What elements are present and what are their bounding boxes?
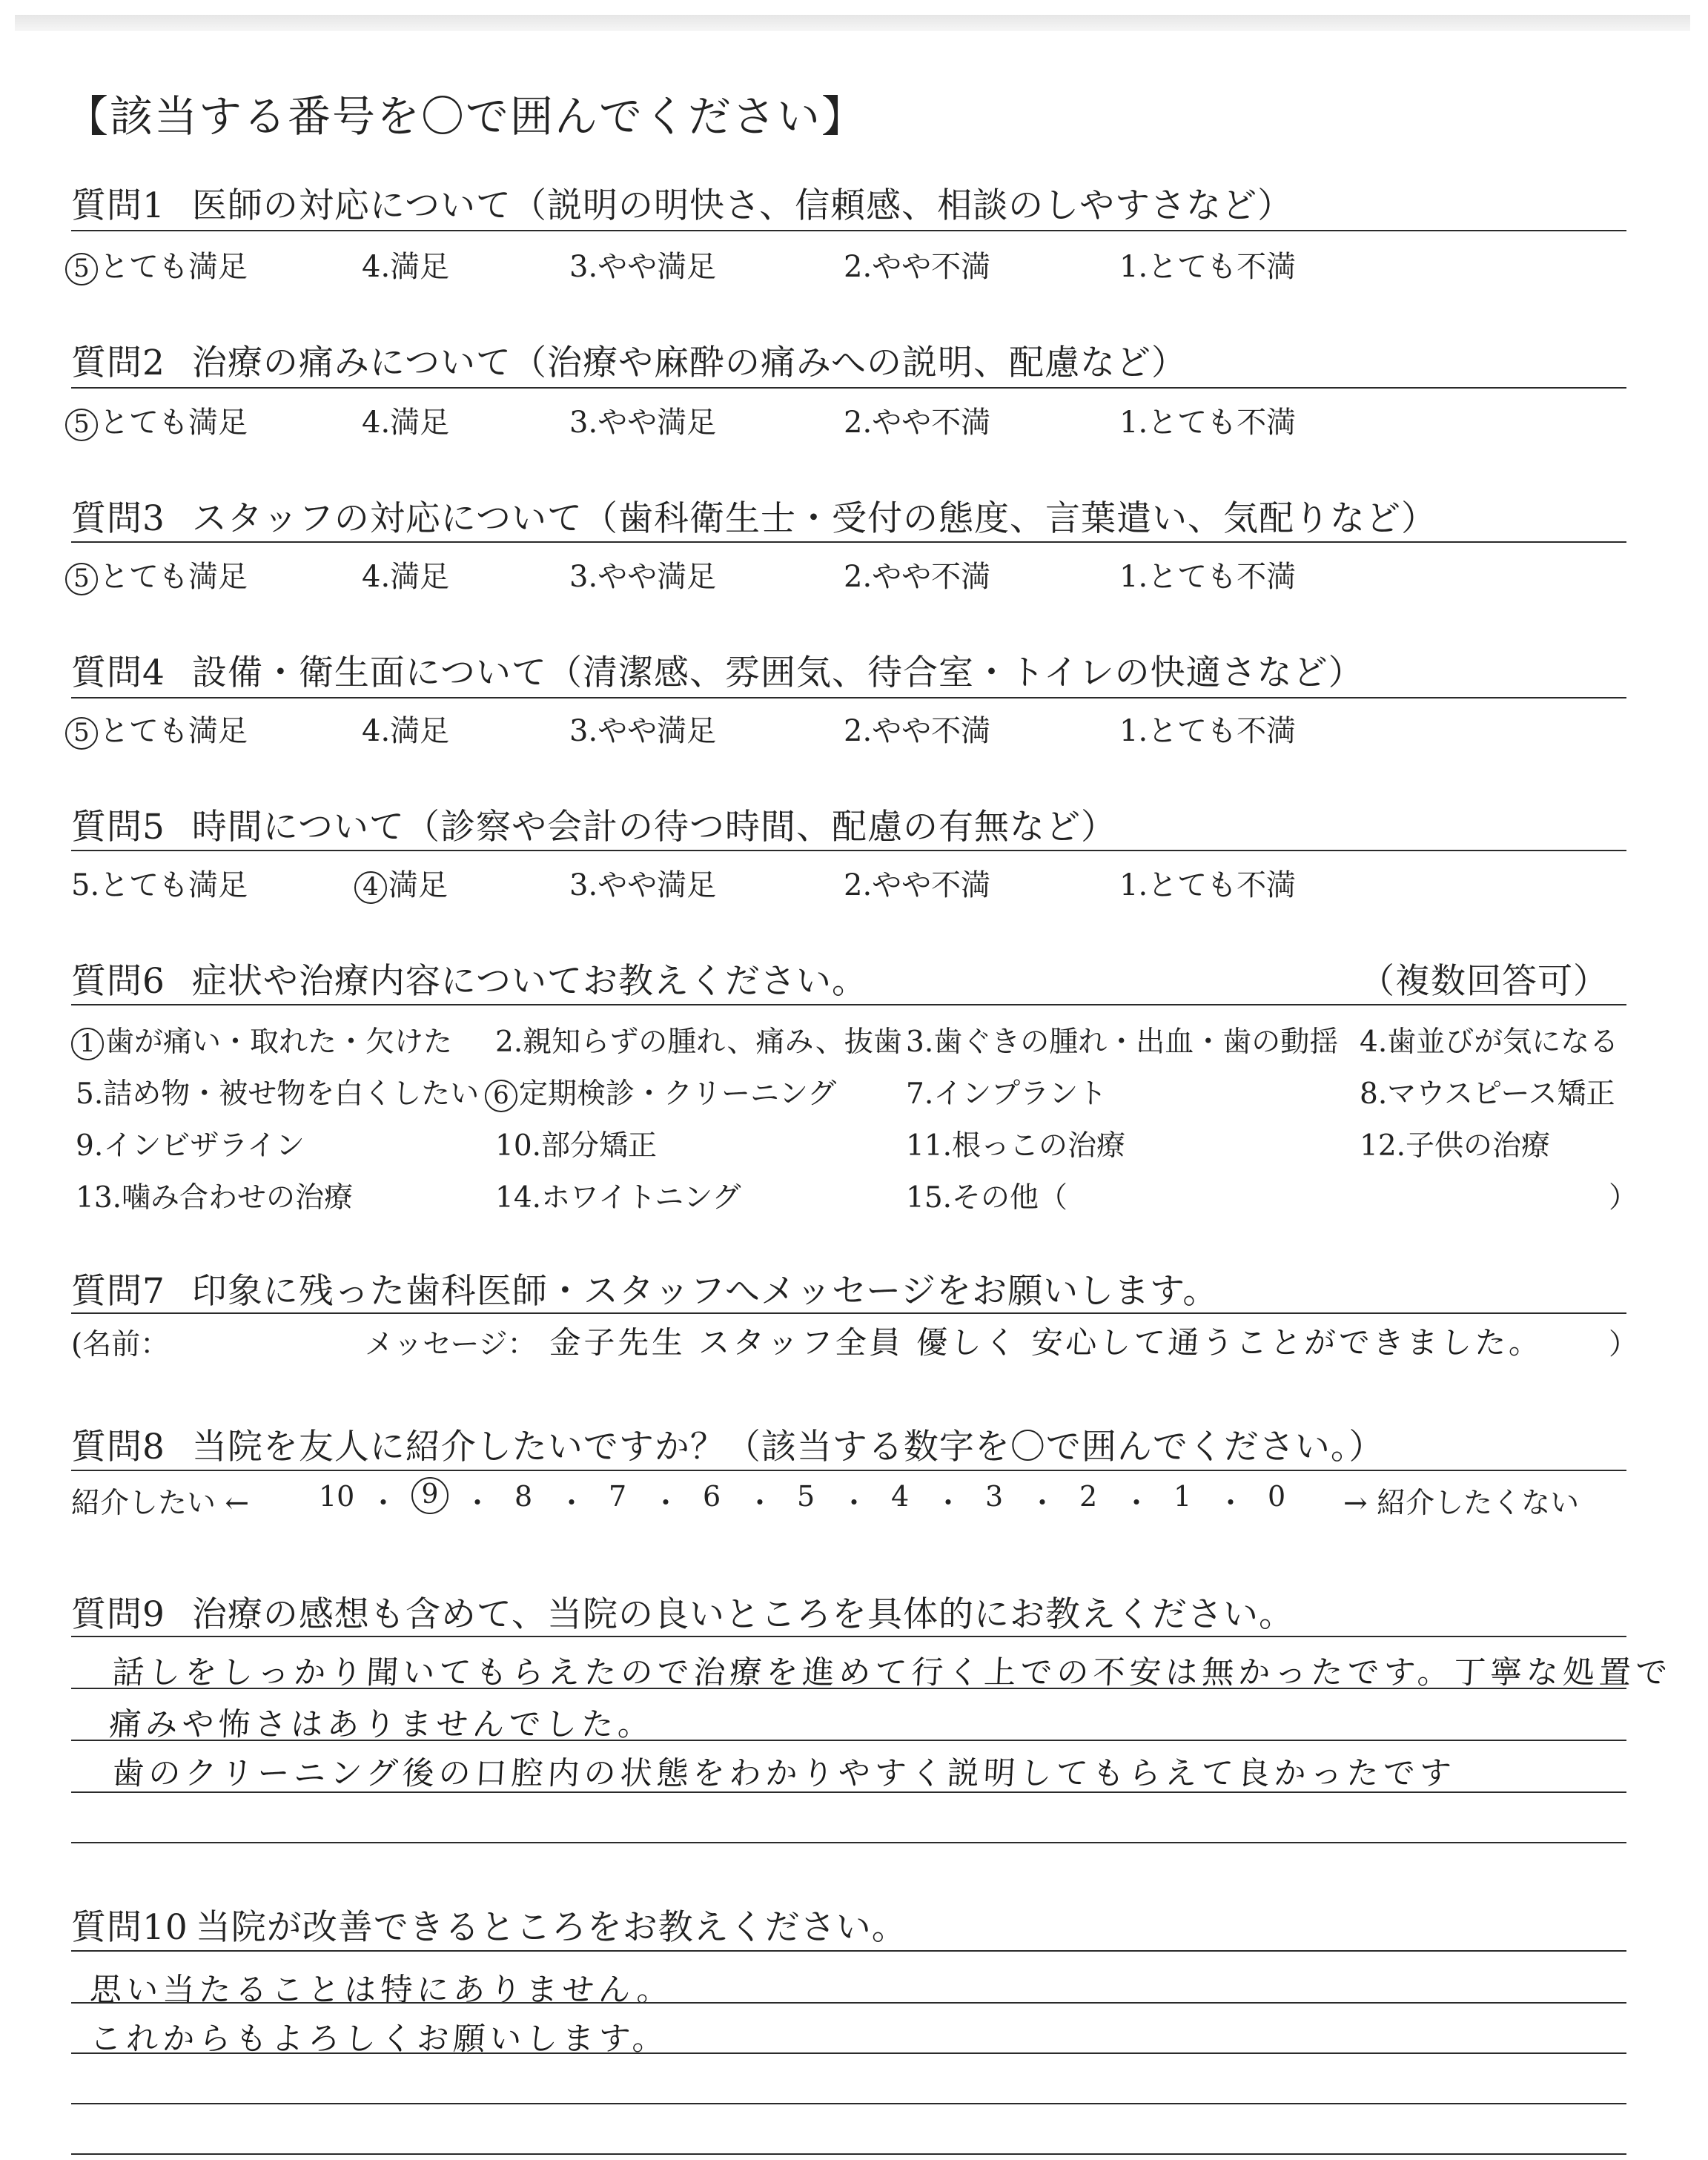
q6-option-15[interactable]: 15.その他（ — [906, 1181, 1068, 1215]
question-8-rule — [71, 1470, 1626, 1471]
q4-option-2[interactable]: 2.やや不満 — [844, 714, 991, 748]
q2-option-1[interactable]: 1.とても不満 — [1119, 406, 1297, 440]
q7-name-label: (名前： — [71, 1328, 170, 1361]
question-3-text: スタッフの対応について（歯科衛生士・受付の態度、言葉遣い、気配りなど） — [191, 498, 1437, 539]
q9-rule-2 — [71, 1688, 1626, 1689]
q1-option-5[interactable]: 5 とても満足 — [65, 243, 248, 285]
question-9-title — [71, 1587, 1294, 1636]
q3-option-5[interactable]: 5 とても満足 — [65, 553, 248, 595]
q6-option-7[interactable]: 7.インプラント — [906, 1077, 1108, 1111]
selected-circle: 5 — [65, 563, 98, 595]
question-8-title — [71, 1419, 1384, 1469]
q10-rule-5 — [71, 2153, 1626, 2155]
question-2-label: 質問2 — [71, 343, 165, 383]
q8-scale-9[interactable] — [411, 1477, 448, 1514]
q9-rule-5 — [71, 1842, 1626, 1843]
q3-option-1[interactable]: 1.とても不満 — [1119, 560, 1297, 594]
q8-scale-4[interactable]: 4 — [891, 1480, 910, 1513]
q6-option-13[interactable]: 13.噛み合わせの治療 — [76, 1181, 354, 1215]
q3-option-2[interactable]: 2.やや不満 — [844, 560, 991, 594]
question-5-text: 時間について（診察や会計の待つ時間、配慮の有無など） — [191, 807, 1116, 848]
q6-option-9[interactable]: 9.インビザライン — [76, 1129, 305, 1163]
q10-answer-line-1: 思い当たることは特にありません。 — [89, 1972, 675, 2009]
question-4-text: 設備・衛生面について（清潔感、雰囲気、待合室・トイレの快適さなど） — [191, 653, 1364, 693]
question-2-text: 治療の痛みについて（治療や麻酔の痛みへの説明、配慮など） — [191, 343, 1188, 383]
q3-option-3[interactable]: 3.やや満足 — [569, 560, 717, 594]
question-10-text: 当院が改善できるところをお教えください。 — [195, 1907, 907, 1948]
q8-scale-separator: ・ — [1217, 1487, 1245, 1519]
form-header: 【該当する番号を〇で囲んでください】 — [65, 91, 867, 142]
q2-option-3[interactable]: 3.やや満足 — [569, 406, 717, 440]
q10-rule-1 — [71, 1950, 1626, 1952]
question-3-label: 質問3 — [71, 498, 165, 539]
question-10-label: 質問10 — [71, 1907, 188, 1948]
q9-answer-line-3: 歯のクリーニング後の口腔内の状態をわかりやすく説明してもらえて良かったです — [111, 1755, 1457, 1792]
q6-other-close-paren: ） — [1609, 1181, 1638, 1215]
selected-circle: 6 — [485, 1080, 517, 1112]
selected-circle: 1 — [71, 1028, 104, 1060]
q2-option-4[interactable]: 4.満足 — [362, 406, 450, 440]
q10-rule-4 — [71, 2103, 1626, 2104]
q10-rule-2 — [71, 2002, 1626, 2004]
q9-rule-4 — [71, 1791, 1626, 1793]
q2-option-2[interactable]: 2.やや不満 — [844, 406, 991, 440]
q4-option-3[interactable]: 3.やや満足 — [569, 714, 717, 748]
question-1-label: 質問1 — [71, 185, 165, 226]
question-3-rule — [71, 541, 1626, 543]
q9-answer-line-2: 痛みや怖さはありませんでした。 — [108, 1706, 655, 1743]
q8-scale-separator: ・ — [934, 1487, 963, 1519]
q8-scale-6[interactable]: 6 — [703, 1480, 721, 1513]
question-7-label: 質問7 — [71, 1271, 165, 1312]
q8-scale-separator: ・ — [369, 1487, 398, 1519]
q3-option-4[interactable]: 4.満足 — [362, 560, 450, 594]
q10-answer-line-2: これからもよろしくお願いします。 — [89, 2021, 670, 2058]
question-7-rule — [71, 1312, 1626, 1314]
question-4-rule — [71, 697, 1626, 698]
question-1-title — [71, 178, 1293, 228]
question-7-title — [71, 1264, 1218, 1313]
q6-option-6[interactable]: 6 定期検診・クリーニング — [485, 1071, 836, 1112]
q6-option-5[interactable]: 5.詰め物・被せ物を白くしたい — [76, 1077, 480, 1111]
question-2-title — [71, 335, 1187, 385]
q6-option-4[interactable]: 4.歯並びが気になる — [1360, 1025, 1619, 1059]
question-6-text: 症状や治療内容についてお教えください。 — [191, 961, 867, 1002]
q8-scale-separator: ・ — [557, 1487, 586, 1519]
question-4-title — [71, 645, 1364, 695]
q8-scale-5[interactable]: 5 — [797, 1480, 815, 1513]
selected-circle: 9 — [411, 1477, 448, 1514]
q4-option-1[interactable]: 1.とても不満 — [1119, 714, 1297, 748]
selected-circle: 5 — [65, 253, 98, 285]
q5-option-4[interactable]: 4 満足 — [354, 862, 448, 904]
scan-top-edge — [15, 15, 1690, 31]
q8-scale-1[interactable]: 1 — [1174, 1480, 1192, 1513]
question-5-title — [71, 799, 1116, 849]
q6-option-14[interactable]: 14.ホワイトニング — [495, 1181, 741, 1215]
q1-option-3[interactable]: 3.やや満足 — [569, 250, 717, 284]
q7-message-label: メッセージ： — [365, 1328, 537, 1361]
q5-option-5[interactable]: 5.とても満足 — [71, 868, 248, 902]
question-7-text: 印象に残った歯科医師・スタッフへメッセージをお願いします。 — [191, 1271, 1219, 1312]
q8-scale-separator: ・ — [652, 1487, 681, 1519]
q6-option-8[interactable]: 8.マウスピース矯正 — [1360, 1077, 1615, 1111]
question-8-text: 当院を友人に紹介したいですか？（該当する数字を〇で囲んでください。） — [191, 1427, 1385, 1467]
q5-option-3[interactable]: 3.やや満足 — [569, 868, 717, 902]
question-6-title — [71, 954, 867, 1003]
q1-option-4[interactable]: 4.満足 — [362, 250, 450, 284]
q4-option-4[interactable]: 4.満足 — [362, 714, 450, 748]
q9-rule-1 — [71, 1636, 1626, 1637]
q8-right-label: → 紹介したくない — [1343, 1487, 1580, 1520]
question-5-label: 質問5 — [71, 807, 165, 848]
q6-option-11[interactable]: 11.根っこの治療 — [906, 1129, 1126, 1163]
question-6-label: 質問6 — [71, 961, 165, 1002]
q8-scale-2[interactable]: 2 — [1079, 1480, 1098, 1513]
q8-scale-10[interactable]: 10 — [319, 1480, 355, 1513]
question-6-note: （複数回答可） — [1360, 961, 1609, 1002]
q5-option-1[interactable]: 1.とても不満 — [1119, 868, 1297, 902]
q1-option-2[interactable]: 2.やや不満 — [844, 250, 991, 284]
q6-option-10[interactable]: 10.部分矯正 — [495, 1129, 658, 1163]
q8-scale-3[interactable]: 3 — [985, 1480, 1004, 1513]
q8-left-label: 紹介したい ← — [71, 1487, 250, 1520]
q10-rule-3 — [71, 2052, 1626, 2054]
q9-rule-3 — [71, 1740, 1626, 1741]
q7-close-paren: ） — [1609, 1328, 1638, 1361]
q4-option-5[interactable]: 5 とても満足 — [65, 707, 248, 750]
selected-circle: 4 — [354, 871, 387, 904]
question-6-rule — [71, 1004, 1626, 1005]
q8-scale-0[interactable]: 0 — [1268, 1480, 1286, 1513]
selected-circle: 5 — [65, 717, 98, 750]
question-9-text: 治療の感想も含めて、当院の良いところを具体的にお教えください。 — [191, 1594, 1294, 1635]
q8-scale-7[interactable]: 7 — [609, 1480, 627, 1513]
selected-circle: 5 — [65, 409, 98, 441]
q8-scale-separator: ・ — [1122, 1487, 1151, 1519]
question-8-label: 質問8 — [71, 1427, 165, 1467]
q1-option-1[interactable]: 1.とても不満 — [1119, 250, 1297, 284]
q2-option-5[interactable]: 5 とても満足 — [65, 399, 248, 441]
question-3-title — [71, 491, 1437, 541]
q8-scale-separator: ・ — [746, 1487, 775, 1519]
question-5-rule — [71, 850, 1626, 851]
q6-option-2[interactable]: 2.親知らずの腫れ、痛み、抜歯 — [495, 1025, 902, 1059]
q8-scale-separator: ・ — [1028, 1487, 1057, 1519]
q8-scale-separator: ・ — [840, 1487, 869, 1519]
question-1-text: 医師の対応について（説明の明快さ、信頼感、相談のしやすさなど） — [191, 185, 1294, 226]
question-9-label: 質問9 — [71, 1594, 165, 1635]
q8-scale-8[interactable]: 8 — [514, 1480, 533, 1513]
q5-option-2[interactable]: 2.やや不満 — [844, 868, 991, 902]
q6-option-3[interactable]: 3.歯ぐきの腫れ・出血・歯の動揺 — [906, 1025, 1339, 1059]
question-1-rule — [71, 230, 1626, 231]
question-10-title — [71, 1900, 907, 1949]
q7-handwritten-message: 金子先生 スタッフ全員 優しく 安心して通うことができました。 — [549, 1324, 1544, 1361]
q6-option-1[interactable]: 1 歯が痛い・取れた・欠けた — [71, 1019, 452, 1060]
question-2-rule — [71, 387, 1626, 389]
q9-answer-line-1: 話しをしっかり聞いてもらえたので治療を進めて行く上での不安は無かったです。丁寧な処置で — [111, 1654, 1673, 1691]
question-4-label: 質問4 — [71, 653, 165, 693]
q8-scale-separator: ・ — [463, 1487, 492, 1519]
q6-option-12[interactable]: 12.子供の治療 — [1360, 1129, 1551, 1163]
